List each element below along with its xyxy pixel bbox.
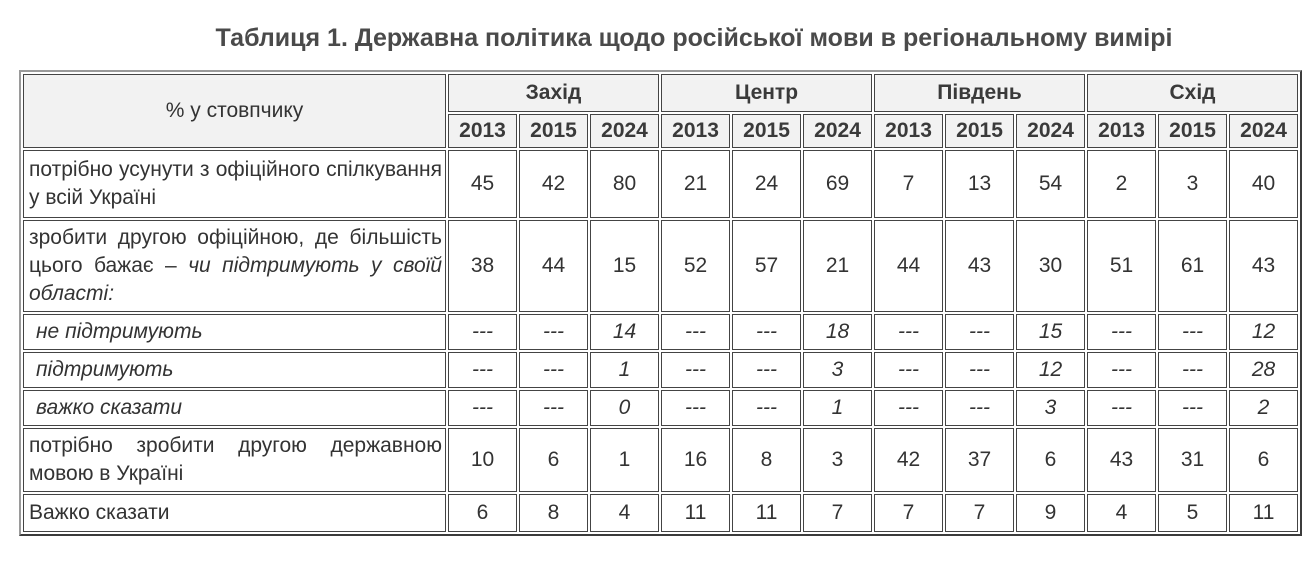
row-label-text: не підтримують: [36, 320, 203, 343]
region-header-west: Захід: [448, 74, 659, 112]
value-cell-west-2024: 4: [590, 494, 659, 532]
value-cell-center-2013: 11: [661, 494, 730, 532]
value-cell-center-2024: 3: [803, 428, 872, 492]
value-cell-center-2013: 16: [661, 428, 730, 492]
value-cell-south-2024: 9: [1016, 494, 1085, 532]
value-cell-south-2013: 7: [874, 150, 943, 218]
value-cell-center-2015: ---: [732, 390, 801, 426]
year-header-south-2024: 2024: [1016, 114, 1085, 148]
value-cell-south-2013: ---: [874, 314, 943, 350]
value-cell-center-2024: 1: [803, 390, 872, 426]
value-cell-west-2013: ---: [448, 352, 517, 388]
value-cell-south-2024: 3: [1016, 390, 1085, 426]
value-cell-south-2013: 7: [874, 494, 943, 532]
year-header-center-2013: 2013: [661, 114, 730, 148]
row-label: [23, 494, 446, 532]
year-header-west-2013: 2013: [448, 114, 517, 148]
year-header-east-2024: 2024: [1229, 114, 1298, 148]
row-label: [23, 390, 446, 426]
year-header-east-2015: 2015: [1158, 114, 1227, 148]
value-cell-west-2024: 15: [590, 220, 659, 312]
value-cell-east-2015: 5: [1158, 494, 1227, 532]
value-cell-south-2013: ---: [874, 352, 943, 388]
regional-policy-table: [19, 70, 1302, 536]
table-row: [23, 220, 1298, 312]
value-cell-east-2015: 3: [1158, 150, 1227, 218]
value-cell-east-2024: 28: [1229, 352, 1298, 388]
value-cell-south-2013: 44: [874, 220, 943, 312]
value-cell-west-2015: ---: [519, 352, 588, 388]
year-header-west-2024: 2024: [590, 114, 659, 148]
value-cell-south-2015: ---: [945, 352, 1014, 388]
value-cell-south-2024: 15: [1016, 314, 1085, 350]
value-cell-center-2015: 11: [732, 494, 801, 532]
value-cell-west-2015: ---: [519, 314, 588, 350]
row-label: [23, 352, 446, 388]
value-cell-center-2024: 3: [803, 352, 872, 388]
row-label-text: чи підтримують у своїй області:: [29, 254, 442, 305]
value-cell-south-2024: 6: [1016, 428, 1085, 492]
row-label: [23, 150, 446, 218]
header-row-regions: [23, 74, 1298, 112]
table-row: [23, 352, 1298, 388]
region-header-south: Південь: [874, 74, 1085, 112]
value-cell-south-2015: ---: [945, 314, 1014, 350]
value-cell-center-2024: 7: [803, 494, 872, 532]
value-cell-south-2024: 54: [1016, 150, 1085, 218]
value-cell-west-2024: 1: [590, 352, 659, 388]
value-cell-east-2013: 43: [1087, 428, 1156, 492]
value-cell-center-2013: 21: [661, 150, 730, 218]
table-title: Таблиця 1. Державна політика щодо російської мови в регіональному вимірі: [215, 24, 1173, 52]
value-cell-east-2015: 31: [1158, 428, 1227, 492]
value-cell-west-2013: 45: [448, 150, 517, 218]
year-header-east-2013: 2013: [1087, 114, 1156, 148]
value-cell-east-2024: 40: [1229, 150, 1298, 218]
value-cell-center-2013: ---: [661, 390, 730, 426]
value-cell-east-2013: ---: [1087, 390, 1156, 426]
value-cell-south-2015: 13: [945, 150, 1014, 218]
year-header-center-2015: 2015: [732, 114, 801, 148]
value-cell-center-2024: 69: [803, 150, 872, 218]
value-cell-west-2015: 6: [519, 428, 588, 492]
row-label-text: потрібно зробити другою державною мовою в Україні: [29, 434, 442, 485]
value-cell-south-2024: 12: [1016, 352, 1085, 388]
value-cell-west-2015: 8: [519, 494, 588, 532]
value-cell-center-2013: ---: [661, 352, 730, 388]
value-cell-center-2013: ---: [661, 314, 730, 350]
table-row: [23, 494, 1298, 532]
value-cell-west-2024: 14: [590, 314, 659, 350]
year-header-center-2024: 2024: [803, 114, 872, 148]
value-cell-south-2015: ---: [945, 390, 1014, 426]
value-cell-west-2024: 0: [590, 390, 659, 426]
region-header-center: Центр: [661, 74, 872, 112]
value-cell-south-2015: 7: [945, 494, 1014, 532]
value-cell-west-2013: 38: [448, 220, 517, 312]
corner-header: % у стовпчику: [23, 74, 446, 148]
value-cell-south-2015: 37: [945, 428, 1014, 492]
value-cell-east-2015: 61: [1158, 220, 1227, 312]
value-cell-south-2024: 30: [1016, 220, 1085, 312]
value-cell-east-2015: ---: [1158, 314, 1227, 350]
value-cell-west-2024: 80: [590, 150, 659, 218]
table-row: [23, 428, 1298, 492]
value-cell-west-2015: 44: [519, 220, 588, 312]
value-cell-east-2024: 43: [1229, 220, 1298, 312]
value-cell-center-2024: 18: [803, 314, 872, 350]
row-label-text: потрібно усунути з офіційного спілкування у всій Україні: [29, 158, 442, 209]
value-cell-east-2024: 6: [1229, 428, 1298, 492]
year-header-west-2015: 2015: [519, 114, 588, 148]
value-cell-west-2015: ---: [519, 390, 588, 426]
value-cell-east-2013: 2: [1087, 150, 1156, 218]
value-cell-center-2015: ---: [732, 314, 801, 350]
year-header-south-2015: 2015: [945, 114, 1014, 148]
value-cell-center-2015: 24: [732, 150, 801, 218]
value-cell-east-2013: ---: [1087, 314, 1156, 350]
value-cell-south-2013: 42: [874, 428, 943, 492]
value-cell-east-2024: 11: [1229, 494, 1298, 532]
value-cell-west-2013: 6: [448, 494, 517, 532]
value-cell-west-2013: 10: [448, 428, 517, 492]
value-cell-east-2013: ---: [1087, 352, 1156, 388]
row-label-text: Важко сказати: [29, 501, 170, 524]
row-label-text: зробити другою офіційною, де більшість цього бажає –: [29, 226, 442, 277]
value-cell-east-2013: 4: [1087, 494, 1156, 532]
table-row: [23, 314, 1298, 350]
row-label: [23, 428, 446, 492]
table-row: [23, 390, 1298, 426]
value-cell-east-2015: ---: [1158, 352, 1227, 388]
table-body: [23, 150, 1298, 532]
value-cell-west-2013: ---: [448, 390, 517, 426]
value-cell-west-2015: 42: [519, 150, 588, 218]
value-cell-east-2024: 12: [1229, 314, 1298, 350]
value-cell-center-2024: 21: [803, 220, 872, 312]
value-cell-center-2015: 57: [732, 220, 801, 312]
region-header-east: Схід: [1087, 74, 1298, 112]
value-cell-east-2015: ---: [1158, 390, 1227, 426]
value-cell-east-2024: 2: [1229, 390, 1298, 426]
value-cell-east-2013: 51: [1087, 220, 1156, 312]
year-header-south-2013: 2013: [874, 114, 943, 148]
row-label: [23, 314, 446, 350]
value-cell-west-2013: ---: [448, 314, 517, 350]
value-cell-west-2024: 1: [590, 428, 659, 492]
value-cell-center-2015: ---: [732, 352, 801, 388]
row-label-text: важко сказати: [36, 396, 183, 419]
value-cell-center-2013: 52: [661, 220, 730, 312]
row-label-text: підтримують: [36, 358, 174, 381]
value-cell-center-2015: 8: [732, 428, 801, 492]
value-cell-south-2015: 43: [945, 220, 1014, 312]
row-label: [23, 220, 446, 312]
table-row: [23, 150, 1298, 218]
value-cell-south-2013: ---: [874, 390, 943, 426]
